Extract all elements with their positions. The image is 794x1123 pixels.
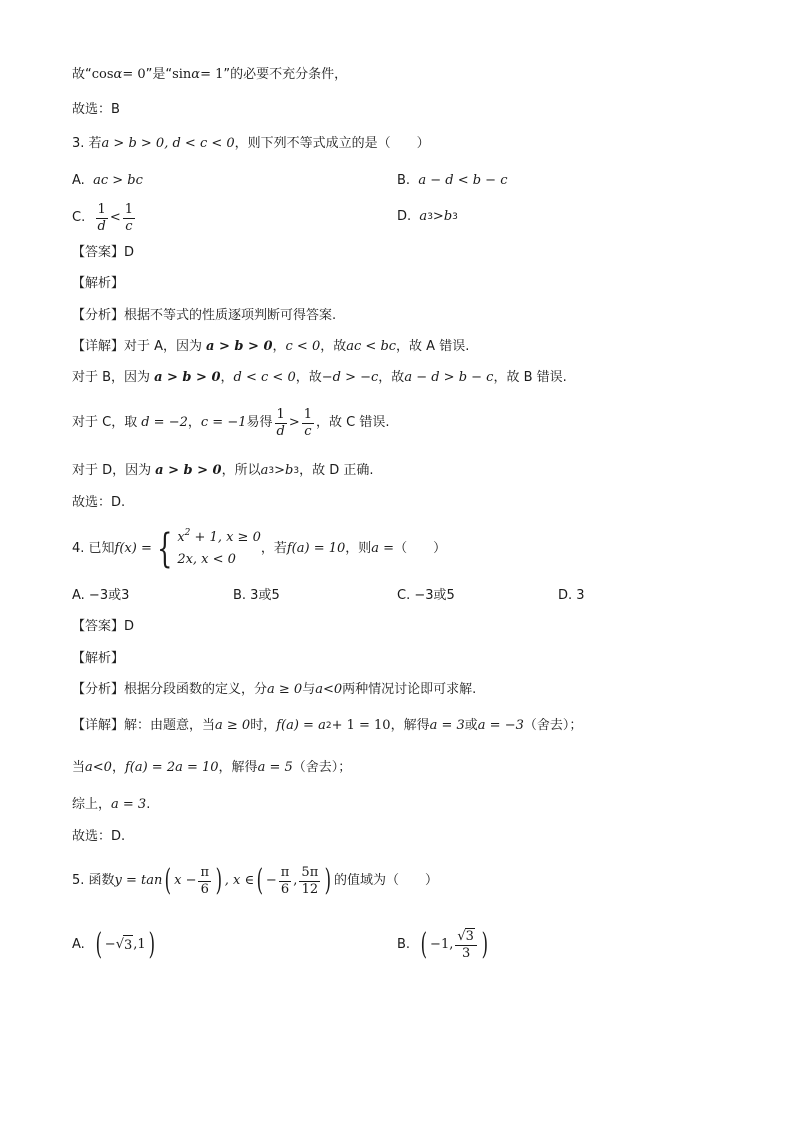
question-3-stem: 3. 若 a > b > 0, d < c < 0 ，则下列不等式成立的是（ ） [72,136,430,151]
fraction: $\frac{\pi}{6}$ [280,864,290,897]
q3-analysis-tag: 【解析】 [72,276,125,291]
piecewise-cases: $x^2 + 1$, x ≥ 0 2x, x < 0 [177,528,261,567]
fraction: $\frac{1}{d}$ [97,201,106,234]
sqrt-sign: √ [457,929,466,944]
choice-b-line: 故选：B [72,102,120,117]
q3-detail-b: 对于 B，因为 a > b > 0 ， d < c < 0 ，故 −d > −c ，故 a − d > b − c ，故 B 错误. [72,370,567,385]
fraction: $\frac{1}{c}$ [124,201,133,234]
sqrt-sign: √ [115,937,124,952]
q5-option-a: A. ( − √ 3 ,1 ) [72,927,155,962]
q4-analysis-tag: 【解析】 [72,651,125,666]
q3-detail-d: 对于 D，因为 a > b > 0 ，所以 a 3 > b 3 ，故 D 正确. [72,463,374,478]
q4-answer: 【答案】D [72,619,135,634]
q3-answer: 【答案】D [72,245,135,260]
fraction: $\frac{\pi}{6}$ [200,864,210,897]
question-4-stem: 4. 已知 f(x) = { $x^2 + 1$, x ≥ 0 2x, x < 0 ，若 f(a) = 10 ，则 a = （ ） [72,526,447,572]
q3-option-c: C. $\frac{1}{d}$ < $\frac{1}{c}$ [72,201,133,234]
q3-option-d: D. a 3 > b 3 [397,209,458,224]
q5-option-b: B. ( −1, $\frac{√3}{3}$ ) [397,927,489,962]
q3-detail-a: 【详解】 对于 A，因为 a > b > 0 ， c < 0 ，故 ac < bc ，故 A 错误. [72,339,470,354]
q3-option-b: B. a − d < b − c [397,173,508,188]
q4-detail-1: 【详解】解：由题意，当 a ≥ 0 时， f(a) = a 2 + 1 = 10 ，解得 a = 3 或 a = −3 （舍去）； [72,718,583,733]
q3-choose: 故选：D. [72,495,126,510]
q3-fenxi: 【分析】根据不等式的性质逐项判断可得答案. [72,308,337,323]
q3-detail-c: 对于 C，取 d = −2 ， c = −1 易得 $\frac{1}{d}$ > $\frac{1}{c}$ ，故 C 错误. [72,406,390,439]
fraction: $\frac{√3}{3}$ [455,928,477,962]
q4-choose: 故选：D. [72,829,126,844]
conclusion-line: 故“ cos α = 0 ”是“ sin α = 1 ”的必要不充分条件， [72,67,348,82]
fraction: $\frac{1}{c}$ [303,406,313,439]
q4-option-d: D. 3 [558,588,585,603]
q4-detail-2: 当 a<0 ， f(a) = 2a = 10 ，解得 a = 5 （舍去）； [72,760,352,775]
q3-option-a: A. ac > bc [72,173,143,188]
q4-option-c: C. −3或5 [397,588,455,603]
left-brace: { [156,526,173,572]
question-5-stem: 5. 函数 y = tan ( x − $\frac{\pi}{6}$ ) , x ∈ ( − $\frac{\pi}{6}$ , $\frac{5\pi}{12}$ ) 的值域为（ ） [72,863,438,898]
q4-option-a: A. −3或3 [72,588,130,603]
q4-fenxi: 【分析】根据分段函数的定义，分 a ≥ 0 与 a<0 两种情况讨论即可求解. [72,682,477,697]
fraction: $\frac{1}{d}$ [276,406,285,439]
q4-option-b: B. 3或5 [233,588,280,603]
q4-detail-3: 综上， a = 3 . [72,797,151,812]
fraction: $\frac{5\pi}{12}$ [301,864,319,897]
